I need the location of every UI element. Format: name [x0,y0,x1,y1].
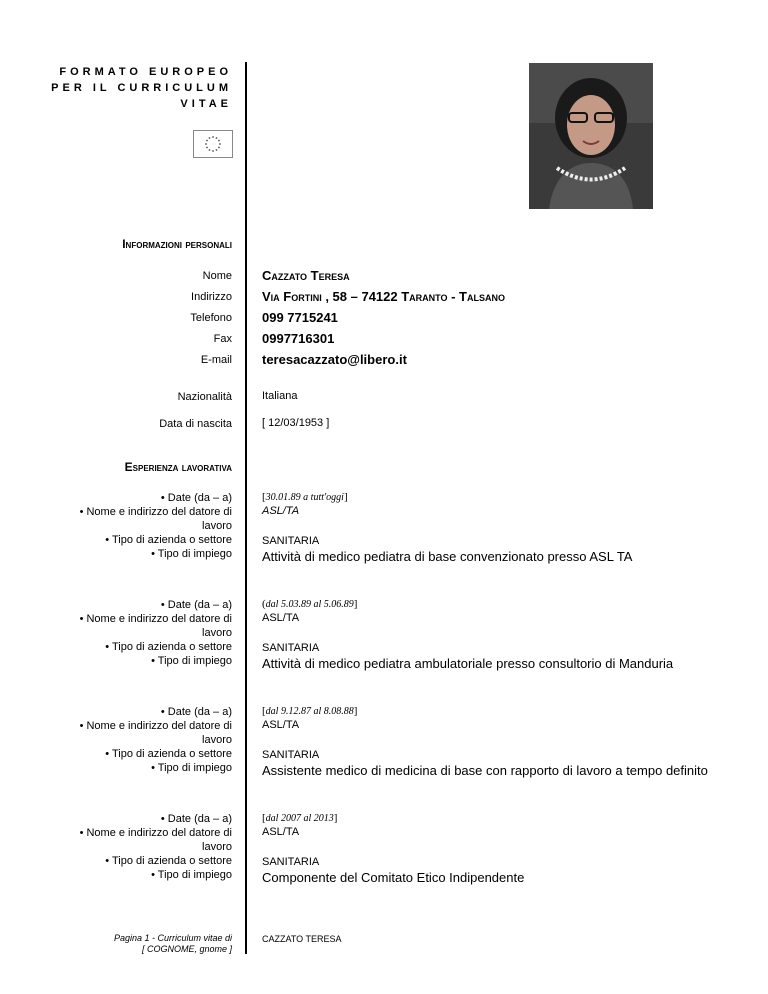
date-bracket-open: [ [262,491,266,503]
date-range: dal 9.12.87 al 8.08.88 [265,706,354,717]
label-employer-cont: lavoro [202,841,232,853]
date-bracket-close: ] [333,812,338,824]
date-bracket-open: [ [262,705,266,717]
experience-entry-labels [80,812,232,882]
label-employer: • Nome e indirizzo del datore di [79,827,232,839]
page-footer-left [114,933,232,955]
experience-entry-labels [80,491,232,561]
label-data-nascita: Data di nascita [159,418,232,430]
value-date [262,705,357,717]
label-date: • Date (da – a) [160,599,232,611]
label-date: • Date (da – a) [160,706,232,718]
value-employer: ASL/TA [262,612,300,624]
label-telefono: Telefono [190,312,232,324]
label-sector: • Tipo di azienda o settore [105,748,232,760]
label-email: E-mail [200,354,232,366]
label-job: • Tipo di impiego [151,762,232,774]
value-employer: ASL/TA [262,719,300,731]
date-bracket-close: ] [353,705,358,717]
value-employer: ASL/TA [262,505,300,517]
experience-entry-labels [80,705,232,775]
label-sector: • Tipo di azienda o settore [105,534,232,546]
value-employer: ASL/TA [262,826,300,838]
date-bracket-open: [ [262,812,266,824]
value-job: Attività di medico pediatra di base convenzionato presso ASL TA [262,549,633,564]
value-job: Attività di medico pediatra ambulatoriale presso consultorio di Manduria [262,656,674,671]
section-work-experience: Esperienza lavorativa [124,460,232,474]
value-nazionalita: Italiana [262,390,298,402]
value-job: Componente del Comitato Etico Indipendente [262,870,525,885]
label-employer-cont: lavoro [202,627,232,639]
label-fax: Fax [213,333,232,345]
value-indirizzo: Via Fortini , 58 – 74122 Taranto - Talsano [262,289,505,304]
date-range: 30.01.89 a tutt'oggi [265,492,344,503]
label-employer-cont: lavoro [202,520,232,532]
label-employer-cont: lavoro [202,734,232,746]
value-telefono: 099 7715241 [262,310,338,325]
column-divider [245,62,247,954]
experience-entry-labels [80,598,232,668]
eu-flag-icon [193,130,233,158]
label-nome: Nome [202,270,232,282]
value-fax: 0997716301 [262,331,335,346]
value-sector: SANITARIA [262,642,320,654]
label-nazionalita: Nazionalità [177,391,232,403]
value-nome: Cazzato Teresa [262,268,350,283]
label-employer: • Nome e indirizzo del datore di [79,720,232,732]
section-personal-info: Informazioni personali [122,237,232,251]
value-job: Assistente medico di medicina di base con rapporto di lavoro a tempo definito [262,763,708,778]
date-range: dal 5.03.89 al 5.06.89 [265,599,354,610]
cv-title-line-3: VITAE [180,98,232,110]
cv-title-line-2: PER IL CURRICULUM [51,82,232,94]
value-email: teresacazzato@libero.it [262,352,407,367]
page-footer-right: CAZZATO TERESA [262,934,342,944]
value-sector: SANITARIA [262,856,320,868]
label-job: • Tipo di impiego [151,655,232,667]
footer-page-label: Pagina 1 - Curriculum vitae di [113,933,232,943]
date-bracket-close: ] [353,598,358,610]
footer-name-placeholder: [ COGNOME, gnome ] [141,944,232,954]
label-employer: • Nome e indirizzo del datore di [79,613,232,625]
cv-title-line-1: FORMATO EUROPEO [59,66,232,78]
value-sector: SANITARIA [262,535,320,547]
date-bracket-close: ] [343,491,348,503]
date-bracket-open: ( [262,598,266,610]
value-date [262,598,357,610]
label-employer: • Nome e indirizzo del datore di [79,506,232,518]
value-date [262,812,337,824]
cv-title [51,64,232,112]
label-sector: • Tipo di azienda o settore [105,855,232,867]
profile-photo [529,63,653,209]
value-date [262,491,348,503]
date-range: dal 2007 al 2013 [265,813,334,824]
label-date: • Date (da – a) [160,813,232,825]
value-sector: SANITARIA [262,749,320,761]
label-job: • Tipo di impiego [151,548,232,560]
label-indirizzo: Indirizzo [191,291,232,303]
label-date: • Date (da – a) [160,492,232,504]
label-job: • Tipo di impiego [151,869,232,881]
label-sector: • Tipo di azienda o settore [105,641,232,653]
value-data-nascita: [ 12/03/1953 ] [262,417,330,429]
